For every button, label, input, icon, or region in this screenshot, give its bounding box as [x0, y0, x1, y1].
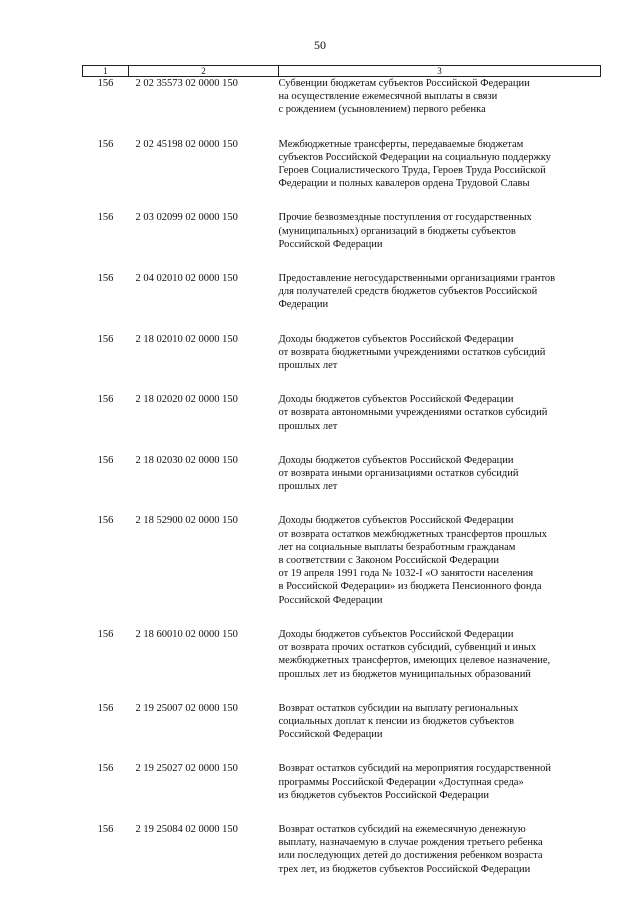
description-line: с рождением (усыновлением) первого ребенка	[278, 104, 486, 116]
description-line: в Российской Федерации» из бюджета Пенсионного фонда	[278, 581, 542, 593]
description-line: от возврата прочих остатков субсидий, субвенций и иных	[278, 642, 537, 654]
admin-code-cell: 156	[97, 212, 114, 224]
description-line: Федерации и полных кавалеров ордена Трудовой Славы	[278, 178, 530, 190]
description-line: от 19 апреля 1991 года № 1032-I «О занятости населения	[278, 568, 534, 580]
description-cell	[279, 138, 601, 212]
description-cell	[279, 454, 601, 515]
budget-code-cell: 2 03 02099 02 0000 150	[135, 212, 238, 224]
description-line: Субвенции бюджетам субъектов Российской Федерации	[278, 78, 530, 89]
description-line: на осуществление ежемесячной выплаты в связи	[278, 91, 498, 103]
description-line: (муниципальных) организаций в бюджеты субъектов	[278, 225, 516, 237]
admin-code-cell: 156	[97, 515, 114, 527]
description-cell	[279, 628, 601, 702]
table-row	[83, 333, 601, 394]
admin-code-cell: 156	[97, 78, 114, 89]
table-row	[83, 762, 601, 823]
description-line: межбюджетных трансфертов, имеющих целевое назначение,	[278, 655, 551, 667]
description-cell	[279, 702, 601, 763]
description-line: Возврат остатков субсидий на ежемесячную денежную	[278, 823, 526, 835]
budget-code-cell: 2 18 02020 02 0000 150	[135, 394, 238, 406]
admin-code-cell: 156	[97, 454, 114, 466]
admin-code-cell: 156	[97, 138, 114, 150]
description-line: из бюджетов субъектов Российской Федерации	[278, 789, 489, 801]
description-line: от возврата остатков межбюджетных трансфертов прошлых	[278, 528, 547, 540]
table-row	[83, 514, 601, 627]
column-header-2: 2	[129, 66, 279, 77]
description-line: Возврат остатков субсидии на выплату региональных	[278, 702, 519, 714]
budget-code-cell: 2 19 25027 02 0000 150	[135, 763, 238, 775]
admin-code-cell: 156	[97, 823, 114, 835]
description-line: программы Российской Федерации «Доступная среда»	[278, 776, 524, 788]
budget-code-cell: 2 18 02030 02 0000 150	[135, 454, 238, 466]
description-cell	[279, 762, 601, 823]
admin-code-cell: 156	[97, 333, 114, 345]
description-line: Доходы бюджетов субъектов Российской Федерации	[278, 333, 514, 345]
description-line: в соответствии с Законом Российской Федерации	[278, 555, 499, 567]
admin-code-cell: 156	[97, 394, 114, 406]
description-line: Российской Федерации	[278, 238, 383, 250]
table-row	[83, 77, 601, 138]
description-line: Героев Социалистического Труда, Героев Труда Российской	[278, 165, 546, 177]
description-line: для получателей средств бюджетов субъектов Российской	[278, 286, 538, 298]
budget-code-cell: 2 18 02010 02 0000 150	[135, 333, 238, 345]
description-line: выплату, назначаемую в случае рождения третьего ребенка	[278, 837, 543, 849]
budget-code-cell: 2 19 25007 02 0000 150	[135, 702, 238, 714]
table-row	[83, 454, 601, 515]
column-header-1: 1	[83, 66, 129, 77]
budget-code-cell: 2 04 02010 02 0000 150	[135, 273, 238, 285]
description-line: от возврата бюджетными учреждениями остатков субсидий	[278, 346, 546, 358]
description-cell	[279, 272, 601, 333]
description-cell	[279, 211, 601, 272]
description-cell	[279, 333, 601, 394]
budget-code-cell: 2 18 52900 02 0000 150	[135, 515, 238, 527]
description-cell	[279, 77, 601, 138]
table-row	[83, 702, 601, 763]
description-line: Предоставление негосударственными организациями грантов	[278, 273, 556, 285]
budget-code-cell: 2 18 60010 02 0000 150	[135, 628, 238, 640]
description-line: Доходы бюджетов субъектов Российской Федерации	[278, 454, 514, 466]
description-line: субъектов Российской Федерации на социальную поддержку	[278, 151, 551, 163]
table-row	[83, 211, 601, 272]
admin-code-cell: 156	[97, 273, 114, 285]
description-line: Возврат остатков субсидий на мероприятия государственной	[278, 763, 551, 775]
description-line: Федерации	[278, 299, 329, 311]
table-row	[83, 272, 601, 333]
description-line: от возврата автономными учреждениями остатков субсидий	[278, 407, 548, 419]
description-line: Доходы бюджетов субъектов Российской Федерации	[278, 394, 514, 406]
budget-code-cell: 2 19 25084 02 0000 150	[135, 823, 238, 835]
description-line: социальных доплат к пенсии из бюджетов субъектов	[278, 715, 515, 727]
description-cell	[279, 823, 601, 897]
description-line: Российской Федерации	[278, 594, 383, 606]
description-line: Межбюджетные трансферты, передаваемые бюджетам	[278, 138, 524, 150]
description-line: лет на социальные выплаты безработным гражданам	[278, 541, 516, 553]
description-line: прошлых лет	[278, 360, 338, 372]
table-header-row	[83, 66, 601, 77]
description-line: прошлых лет из бюджетов муниципальных образований	[278, 668, 531, 680]
admin-code-cell: 156	[97, 763, 114, 775]
table-row	[83, 628, 601, 702]
table-row	[83, 393, 601, 454]
table-row	[83, 823, 601, 897]
description-cell	[279, 514, 601, 627]
description-line: Доходы бюджетов субъектов Российской Федерации	[278, 515, 514, 527]
budget-code-cell: 2 02 35573 02 0000 150	[135, 78, 238, 89]
description-line: прошлых лет	[278, 420, 338, 432]
table-body	[83, 77, 601, 897]
budget-code-cell: 2 02 45198 02 0000 150	[135, 138, 238, 150]
description-line: Прочие безвозмездные поступления от государственных	[278, 212, 532, 224]
description-line: Российской Федерации	[278, 729, 383, 741]
description-line: от возврата иными организациями остатков субсидий	[278, 468, 519, 480]
admin-code-cell: 156	[97, 702, 114, 714]
column-header-3: 3	[279, 66, 601, 77]
description-line: Доходы бюджетов субъектов Российской Федерации	[278, 628, 514, 640]
revenue-codes-table	[82, 65, 601, 897]
page-number: 50	[314, 38, 326, 52]
table-row	[83, 138, 601, 212]
admin-code-cell: 156	[97, 628, 114, 640]
description-line: или последующих детей до достижения ребенком возраста	[278, 850, 543, 862]
description-cell	[279, 393, 601, 454]
description-line: прошлых лет	[278, 481, 338, 493]
description-line: трех лет, из бюджетов субъектов Российской Федерации	[278, 863, 531, 875]
